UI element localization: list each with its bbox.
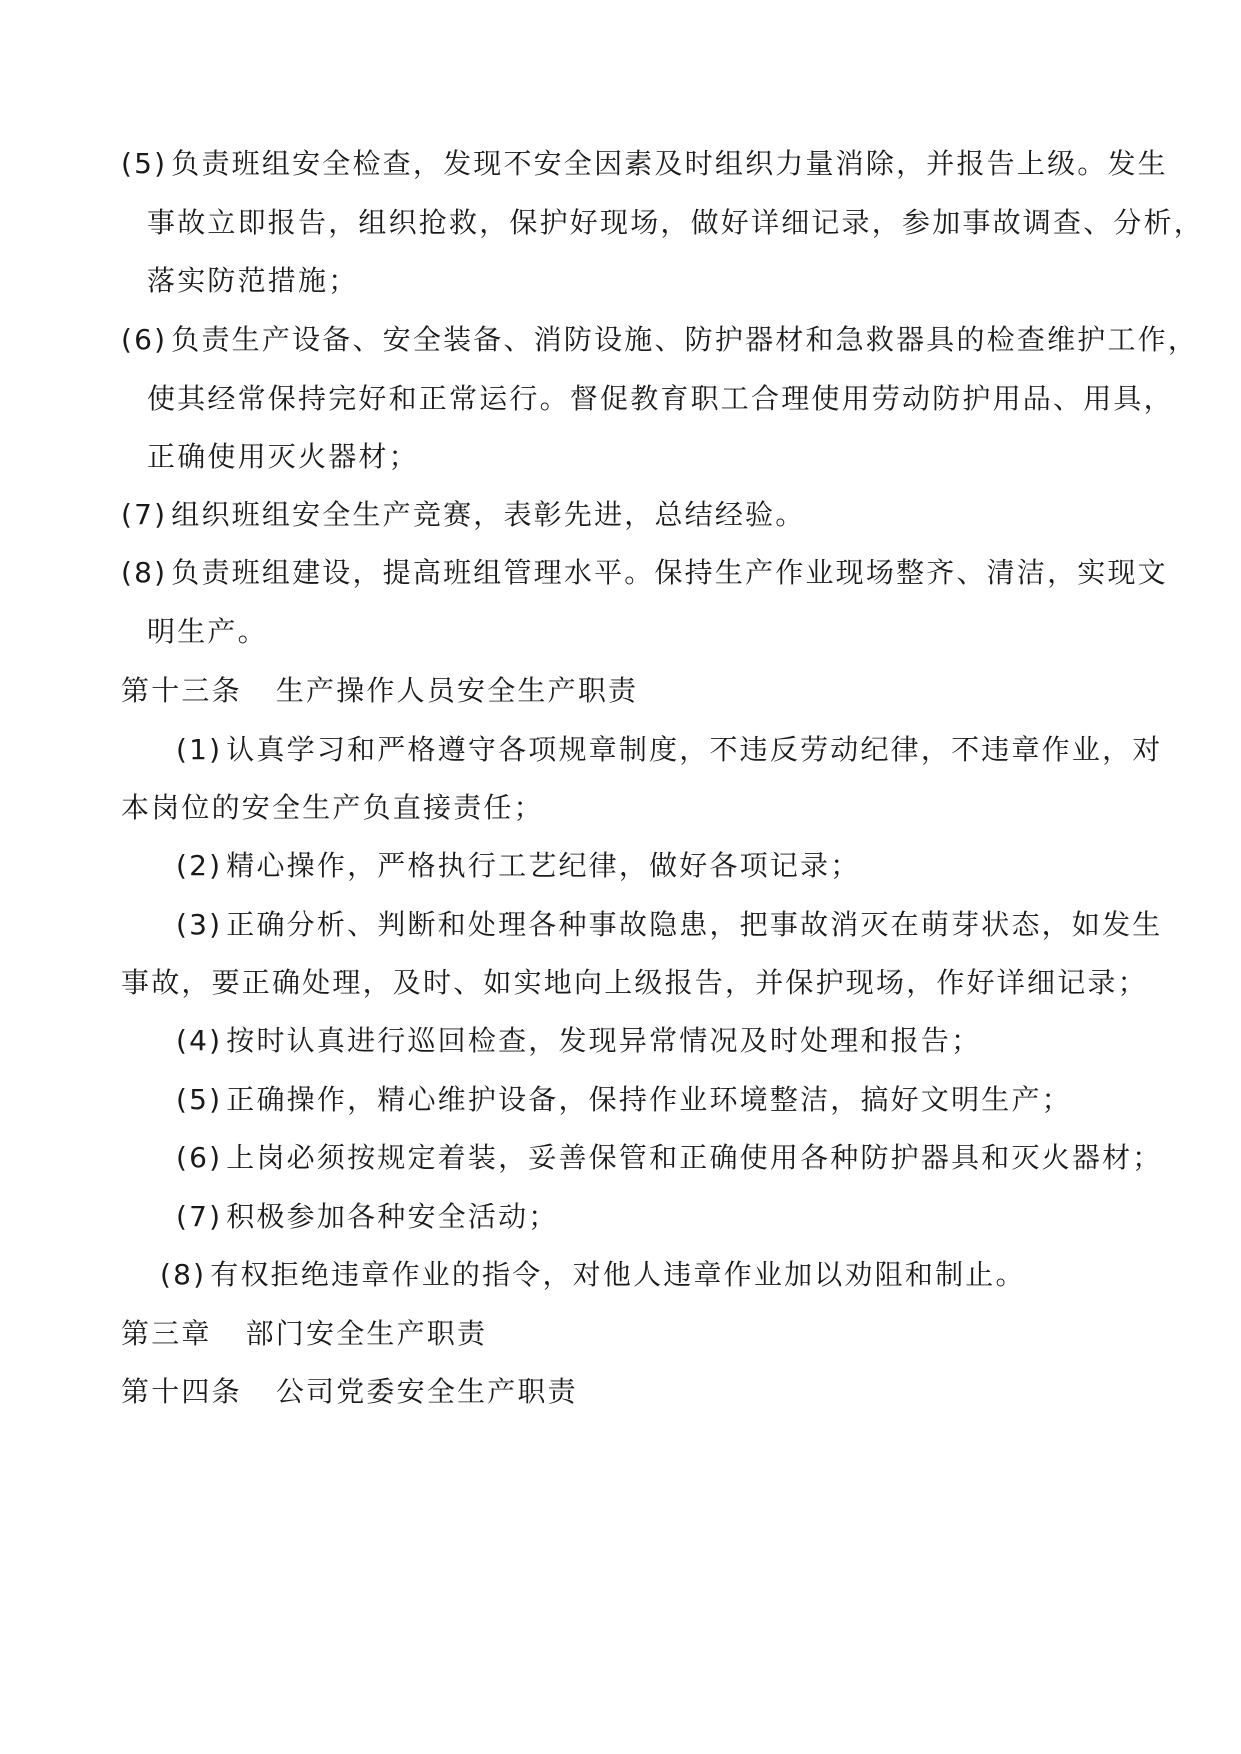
item-6-line-2: 使其经常保持完好和正常运行。督促教育职工合理使用劳动防护用品、用具， bbox=[147, 382, 1174, 415]
item-text: 上岗必须按规定着装，妥善保管和正确使用各种防护器具和灭火器材； bbox=[226, 1141, 1163, 1174]
item-5-line-3: 落实防范措施； bbox=[147, 264, 359, 297]
item-text: 积极参加各种安全活动； bbox=[226, 1200, 559, 1233]
item-6-line-3: 正确使用灭火器材； bbox=[147, 440, 419, 473]
item-number: (6) bbox=[121, 323, 168, 356]
article-title: 公司党委安全生产职责 bbox=[275, 1375, 578, 1408]
item-number: (1) bbox=[176, 733, 223, 766]
item-text: 有权拒绝违章作业的指令，对他人违章作业加以劝阻和制止。 bbox=[210, 1258, 1026, 1291]
article-title: 生产操作人员安全生产职责 bbox=[275, 674, 639, 707]
a13-item-7 bbox=[176, 1200, 559, 1233]
item-text: 按时认真进行巡回检查，发现异常情况及时处理和报告； bbox=[226, 1024, 982, 1057]
a13-item-5 bbox=[176, 1083, 1072, 1116]
item-number: (7) bbox=[121, 498, 168, 531]
item-text: 负责班组建设，提高班组管理水平。保持生产作业现场整齐、清洁，实现文 bbox=[171, 556, 1168, 589]
item-6-line-1 bbox=[121, 323, 1199, 356]
a13-item-1-line-2: 本岗位的安全生产负直接责任； bbox=[121, 791, 544, 824]
a13-item-8 bbox=[160, 1258, 1026, 1291]
item-text: 认真学习和严格遵守各项规章制度，不违反劳动纪律，不违章作业，对 bbox=[226, 733, 1163, 766]
item-text: 负责生产设备、安全装备、消防设施、防护器材和急救器具的检查维护工作， bbox=[171, 323, 1199, 356]
item-text: 精心操作，严格执行工艺纪律，做好各项记录； bbox=[226, 849, 861, 882]
item-number: (5) bbox=[176, 1083, 223, 1116]
a13-item-6 bbox=[176, 1141, 1163, 1174]
chapter-number: 第三章 bbox=[121, 1317, 212, 1350]
item-8-line-1 bbox=[121, 556, 1168, 589]
item-number: (7) bbox=[176, 1200, 223, 1233]
item-number: (4) bbox=[176, 1024, 223, 1057]
item-number: (6) bbox=[176, 1141, 223, 1174]
item-text: 正确分析、判断和处理各种事故隐患，把事故消灭在萌芽状态，如发生 bbox=[226, 908, 1163, 941]
article-number: 第十三条 bbox=[121, 674, 242, 707]
item-text: 组织班组安全生产竞赛，表彰先进，总结经验。 bbox=[171, 498, 806, 531]
item-5-line-2: 事故立即报告，组织抢救，保护好现场，做好详细记录，参加事故调查、分析， bbox=[147, 206, 1205, 239]
item-number: (8) bbox=[160, 1258, 207, 1291]
a13-item-3-line-1 bbox=[176, 908, 1163, 941]
a13-item-1-line-1 bbox=[176, 733, 1163, 766]
article-number: 第十四条 bbox=[121, 1375, 242, 1408]
item-7-line-1 bbox=[121, 498, 806, 531]
item-number: (5) bbox=[121, 147, 168, 180]
item-text: 负责班组安全检查，发现不安全因素及时组织力量消除，并报告上级。发生 bbox=[171, 147, 1168, 180]
a13-item-2 bbox=[176, 849, 861, 882]
item-8-line-2: 明生产。 bbox=[147, 615, 268, 648]
chapter-title: 部门安全生产职责 bbox=[245, 1317, 488, 1350]
article-14-heading bbox=[121, 1375, 578, 1408]
item-5-line-1 bbox=[121, 147, 1168, 180]
article-13-heading bbox=[121, 674, 639, 707]
item-number: (2) bbox=[176, 849, 223, 882]
item-number: (8) bbox=[121, 556, 168, 589]
item-text: 正确操作，精心维护设备，保持作业环境整洁，搞好文明生产； bbox=[226, 1083, 1072, 1116]
chapter-3-heading bbox=[121, 1317, 488, 1350]
a13-item-4 bbox=[176, 1024, 982, 1057]
item-number: (3) bbox=[176, 908, 223, 941]
a13-item-3-line-2: 事故，要正确处理，及时、如实地向上级报告，并保护现场，作好详细记录； bbox=[121, 966, 1148, 999]
